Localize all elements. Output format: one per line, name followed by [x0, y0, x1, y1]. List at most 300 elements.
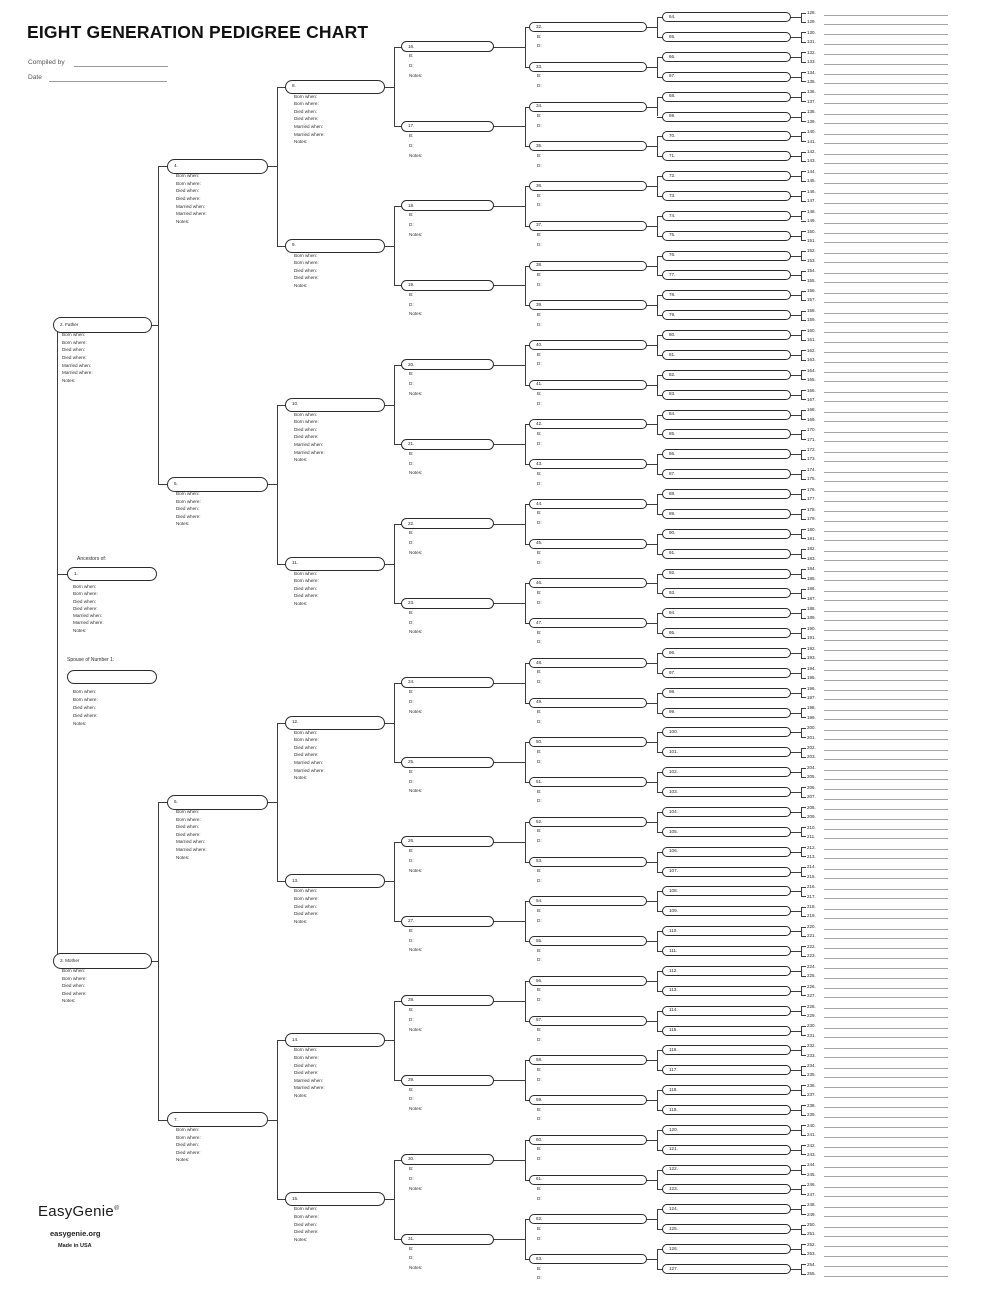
person-number: 107.	[669, 868, 678, 874]
person-box-3	[53, 953, 152, 969]
person-line-198	[824, 710, 948, 711]
person-line-220	[824, 929, 948, 930]
person-number-186: 186.	[807, 586, 816, 592]
field-labels-50	[537, 749, 542, 769]
field-label: D:	[537, 122, 542, 128]
person-number: 2. Father	[60, 321, 79, 327]
person-box-101	[662, 747, 791, 757]
field-label: B:	[537, 1225, 542, 1231]
person-line-150	[824, 233, 948, 234]
connector-line	[801, 430, 802, 439]
person-number-211: 211.	[807, 833, 816, 839]
connector-line	[657, 17, 658, 37]
connector-line	[801, 1015, 806, 1016]
connector-line	[801, 1145, 802, 1154]
person-line-172	[824, 452, 948, 453]
person-number-240: 240.	[807, 1122, 816, 1128]
person-line-212	[824, 849, 948, 850]
person-line-202	[824, 750, 948, 751]
person-line-213	[824, 858, 948, 859]
field-label: B:	[409, 53, 414, 59]
connector-line	[790, 613, 801, 614]
person-box-18	[401, 200, 494, 211]
connector-line	[801, 340, 806, 341]
connector-line	[801, 1264, 806, 1265]
connector-line	[801, 1165, 806, 1166]
field-labels-16	[409, 53, 422, 82]
field-label: D:	[409, 937, 414, 943]
connector-line	[801, 1274, 806, 1275]
connector-line	[801, 658, 806, 659]
person-number: 72.	[669, 172, 676, 178]
field-label: B:	[537, 788, 542, 794]
connector-line	[267, 802, 277, 803]
person-line-176	[824, 491, 948, 492]
connector-line	[493, 1160, 525, 1161]
person-line-207	[824, 799, 948, 800]
field-labels-36	[537, 193, 542, 213]
field-label: D:	[537, 1116, 542, 1122]
person-number: 93.	[669, 590, 676, 596]
connector-line	[657, 97, 658, 117]
connector-line	[790, 97, 801, 98]
field-label: Notes:	[294, 600, 308, 606]
person-line-130	[824, 34, 948, 35]
person-box-46	[529, 578, 647, 588]
field-labels-27	[409, 928, 422, 957]
field-label: Notes:	[409, 390, 423, 396]
connector-line	[657, 494, 658, 514]
person-number-238: 238.	[807, 1102, 816, 1108]
field-label: B:	[537, 192, 542, 198]
connector-line	[657, 653, 658, 673]
field-labels-19	[409, 292, 422, 321]
person-line-216	[824, 889, 948, 890]
connector-line	[657, 1011, 658, 1031]
connector-line	[790, 1209, 801, 1210]
connector-line	[525, 424, 526, 464]
person-box-57	[529, 1016, 647, 1026]
person-line-252	[824, 1246, 948, 1247]
field-label: Died where:	[294, 116, 319, 122]
person-number: 59.	[536, 1096, 543, 1102]
person-number: 10.	[292, 401, 299, 407]
connector-line	[790, 693, 801, 694]
person-number-197: 197.	[807, 694, 816, 700]
ancestors-of-heading: Ancestors of:	[77, 556, 107, 562]
connector-line	[801, 1006, 802, 1015]
connector-line	[801, 112, 802, 121]
person-number-231: 231.	[807, 1032, 816, 1038]
field-label: Notes:	[409, 311, 423, 317]
person-box-2	[53, 317, 152, 333]
connector-line	[801, 847, 806, 848]
person-number-245: 245.	[807, 1171, 816, 1177]
connector-line	[790, 236, 801, 237]
person-number-178: 178.	[807, 506, 816, 512]
field-label: Born where:	[176, 180, 201, 186]
connector-line	[646, 544, 657, 545]
field-labels-40	[537, 352, 542, 372]
person-line-235	[824, 1077, 948, 1078]
field-labels-51	[537, 789, 542, 809]
connector-line	[801, 1225, 806, 1226]
person-box-17	[401, 121, 494, 132]
connector-line	[493, 126, 525, 127]
connector-line	[790, 315, 801, 316]
connector-line	[790, 494, 801, 495]
person-box-62	[529, 1214, 647, 1224]
connector-line	[525, 1219, 526, 1259]
person-box-111	[662, 946, 791, 956]
field-label: B:	[409, 689, 414, 695]
person-line-215	[824, 878, 948, 879]
connector-line	[657, 1170, 658, 1190]
field-labels-17	[409, 133, 422, 162]
connector-line	[801, 32, 802, 41]
person-number: 78.	[669, 292, 676, 298]
field-label: Died when:	[176, 1142, 199, 1148]
connector-line	[493, 1080, 525, 1081]
person-number-156: 156.	[807, 288, 816, 294]
person-box-83	[662, 390, 791, 400]
connector-line	[801, 757, 806, 758]
connector-line	[525, 504, 526, 544]
person-line-208	[824, 809, 948, 810]
person-box-4	[167, 159, 268, 174]
connector-line	[801, 410, 802, 419]
connector-line	[801, 966, 806, 967]
connector-line	[646, 742, 657, 743]
field-label: Notes:	[294, 457, 308, 463]
person-number: 70.	[669, 133, 676, 139]
field-label: Died where:	[62, 990, 87, 996]
connector-line	[790, 1011, 801, 1012]
person-line-145	[824, 183, 948, 184]
person-number-165: 165.	[807, 376, 816, 382]
field-labels-28	[409, 1007, 422, 1036]
connector-line	[801, 171, 806, 172]
field-label: Died when:	[294, 267, 317, 273]
field-label: Born when:	[176, 809, 200, 814]
person-number-147: 147.	[807, 198, 816, 204]
person-number: 110.	[669, 927, 678, 933]
connector-line	[801, 896, 806, 897]
connector-line	[801, 708, 806, 709]
connector-line	[646, 1180, 657, 1181]
connector-line	[525, 663, 526, 703]
field-label: Notes:	[73, 627, 87, 633]
connector-line	[801, 1135, 806, 1136]
field-label: Died where:	[73, 713, 98, 718]
connector-line	[801, 787, 806, 788]
person-line-240	[824, 1127, 948, 1128]
connector-line	[801, 807, 806, 808]
connector-line	[801, 470, 806, 471]
person-number-184: 184.	[807, 566, 816, 572]
person-line-246	[824, 1187, 948, 1188]
field-label: D:	[537, 1036, 542, 1042]
compiled-by-label: Compiled by	[28, 59, 65, 66]
person-number-210: 210.	[807, 824, 816, 830]
connector-line	[801, 887, 802, 896]
person-number-201: 201.	[807, 734, 816, 740]
person-number-222: 222.	[807, 943, 816, 949]
connector-line	[646, 266, 657, 267]
field-label: Died when:	[294, 1221, 317, 1227]
person-number: 120.	[669, 1126, 678, 1132]
person-number-230: 230.	[807, 1023, 816, 1029]
person-number-180: 180.	[807, 526, 816, 532]
connector-line	[801, 737, 806, 738]
connector-line	[646, 663, 657, 664]
field-label: Born where:	[294, 419, 319, 425]
person-box-34	[529, 102, 647, 112]
connector-line	[525, 266, 526, 306]
connector-line	[801, 112, 806, 113]
connector-line	[801, 1066, 802, 1075]
person-line-203	[824, 759, 948, 760]
connector-line	[151, 325, 158, 326]
connector-line	[493, 683, 525, 684]
connector-line	[801, 509, 802, 518]
field-label: Died when:	[62, 347, 85, 353]
person-number: 15.	[292, 1196, 299, 1202]
person-number-173: 173.	[807, 456, 816, 462]
person-box-25	[401, 757, 494, 768]
connector-line	[801, 1125, 802, 1134]
person-number-192: 192.	[807, 645, 816, 651]
person-number: 21.	[408, 441, 415, 447]
field-label: Notes:	[409, 1106, 423, 1112]
person-number-191: 191.	[807, 635, 816, 641]
person-line-170	[824, 432, 948, 433]
person-line-137	[824, 103, 948, 104]
person-line-199	[824, 719, 948, 720]
field-label: Born where:	[62, 339, 87, 345]
person-box-60	[529, 1135, 647, 1145]
person-box-49	[529, 698, 647, 708]
connector-line	[646, 1259, 657, 1260]
field-label: B:	[409, 768, 414, 774]
field-label: Married where:	[294, 449, 325, 455]
person-number: 99.	[669, 709, 676, 715]
person-number: 19.	[408, 282, 415, 288]
person-number-185: 185.	[807, 575, 816, 581]
person-box-78	[662, 290, 791, 300]
field-labels-10	[294, 412, 325, 465]
connector-line	[493, 47, 525, 48]
person-number: 98.	[669, 689, 676, 695]
connector-line	[646, 27, 657, 28]
person-number: 29.	[408, 1076, 415, 1082]
person-box-67	[662, 72, 791, 82]
field-label: Married where:	[294, 131, 325, 137]
connector-line	[790, 653, 801, 654]
connector-line	[801, 936, 806, 937]
person-number: 123.	[669, 1186, 678, 1192]
connector-line	[801, 330, 806, 331]
person-box-6	[167, 795, 268, 810]
connector-line	[657, 732, 658, 752]
person-number: 106.	[669, 848, 678, 854]
person-number-236: 236.	[807, 1082, 816, 1088]
person-number: 64.	[669, 13, 676, 19]
connector-line	[801, 399, 806, 400]
person-number-255: 255.	[807, 1271, 816, 1277]
person-number-142: 142.	[807, 149, 816, 155]
connector-line	[267, 1120, 277, 1121]
person-number: 23.	[408, 600, 415, 606]
connector-line	[493, 365, 525, 366]
connector-line	[801, 916, 806, 917]
field-label: Died when:	[176, 824, 199, 830]
connector-line	[801, 628, 802, 637]
person-line-160	[824, 332, 948, 333]
connector-line	[801, 22, 806, 23]
person-line-236	[824, 1087, 948, 1088]
connector-line	[790, 554, 801, 555]
field-label: D:	[537, 202, 542, 208]
person-number-170: 170.	[807, 427, 816, 433]
field-label: Married where:	[294, 1085, 325, 1091]
connector-line	[646, 583, 657, 584]
field-label: Notes:	[294, 918, 308, 924]
person-number: 76.	[669, 252, 676, 258]
field-labels-9	[294, 253, 319, 291]
connector-line	[394, 47, 395, 126]
field-label: Born when:	[294, 1047, 318, 1053]
connector-line	[790, 434, 801, 435]
person-line-185	[824, 580, 948, 581]
connector-line	[790, 1229, 801, 1230]
connector-line	[657, 891, 658, 911]
person-line-211	[824, 838, 948, 839]
field-labels-57	[537, 1027, 542, 1047]
connector-line	[790, 991, 801, 992]
field-label: B:	[537, 152, 542, 158]
connector-line	[801, 489, 802, 498]
person-line-233	[824, 1057, 948, 1058]
field-label: Married where:	[62, 370, 93, 376]
connector-line	[801, 32, 806, 33]
field-label: B:	[409, 1007, 414, 1013]
field-labels-34	[537, 113, 542, 133]
person-number-167: 167.	[807, 396, 816, 402]
person-number-219: 219.	[807, 913, 816, 919]
person-line-193	[824, 660, 948, 661]
field-label: D:	[409, 1175, 414, 1181]
connector-line	[801, 768, 806, 769]
connector-line	[801, 628, 806, 629]
connector-line	[801, 350, 802, 359]
person-box-117	[662, 1065, 791, 1075]
field-label: Died when:	[176, 506, 199, 512]
person-line-231	[824, 1037, 948, 1038]
person-number-148: 148.	[807, 208, 816, 214]
person-number: 92.	[669, 570, 676, 576]
field-label: D:	[537, 997, 542, 1003]
connector-line	[646, 186, 657, 187]
connector-line	[801, 946, 806, 947]
person-line-178	[824, 511, 948, 512]
field-label: D:	[537, 1156, 542, 1162]
person-box-104	[662, 807, 791, 817]
connector-line	[277, 87, 278, 246]
connector-line	[525, 583, 526, 623]
field-labels-55	[537, 948, 542, 968]
connector-line	[801, 1006, 806, 1007]
person-line-157	[824, 302, 948, 303]
person-line-221	[824, 938, 948, 939]
connector-line	[525, 186, 526, 226]
field-label: Born where:	[73, 591, 98, 597]
person-number: 79.	[669, 311, 676, 317]
field-labels-32	[537, 34, 542, 54]
field-labels-21	[409, 451, 422, 480]
connector-line	[493, 1001, 525, 1002]
connector-line	[801, 161, 806, 162]
connector-line	[801, 479, 806, 480]
person-line-163	[824, 362, 948, 363]
connector-line	[801, 827, 806, 828]
person-line-152	[824, 253, 948, 254]
field-labels-20	[409, 371, 422, 400]
field-label: Born where:	[176, 1134, 201, 1140]
field-labels-52	[537, 828, 542, 848]
person-number-131: 131.	[807, 39, 816, 45]
field-label: B:	[409, 371, 414, 377]
person-box-16	[401, 41, 494, 52]
person-box-63	[529, 1254, 647, 1264]
person-box-92	[662, 569, 791, 579]
person-number: 90.	[669, 530, 676, 536]
person-number: 114.	[669, 1007, 678, 1013]
connector-line	[657, 136, 658, 156]
person-number: 36.	[536, 182, 543, 188]
person-number-242: 242.	[807, 1142, 816, 1148]
field-label: Married when:	[176, 839, 206, 845]
person-number-237: 237.	[807, 1092, 816, 1098]
person-box-112	[662, 966, 791, 976]
person-box-13	[285, 874, 385, 888]
person-line-228	[824, 1008, 948, 1009]
field-label: Married where:	[294, 767, 325, 773]
person-line-129	[824, 24, 948, 25]
field-labels-60	[537, 1146, 542, 1166]
field-labels-62	[537, 1226, 542, 1246]
field-label: D:	[409, 1255, 414, 1261]
person-line-162	[824, 352, 948, 353]
person-number-136: 136.	[807, 89, 816, 95]
person-box-124	[662, 1204, 791, 1214]
person-number-159: 159.	[807, 317, 816, 323]
field-label: B:	[409, 927, 414, 933]
field-label: Notes:	[409, 867, 423, 873]
person-number: 91.	[669, 550, 676, 556]
connector-line	[657, 574, 658, 594]
field-label: Notes:	[409, 1026, 423, 1032]
field-label: Died when:	[73, 705, 96, 710]
connector-line	[646, 1219, 657, 1220]
person-number-158: 158.	[807, 308, 816, 314]
person-number: 85.	[669, 431, 676, 437]
field-label: Born when:	[294, 888, 318, 894]
person-number-161: 161.	[807, 337, 816, 343]
person-box-90	[662, 529, 791, 539]
person-number: 5.	[174, 480, 178, 486]
connector-line	[801, 300, 806, 301]
